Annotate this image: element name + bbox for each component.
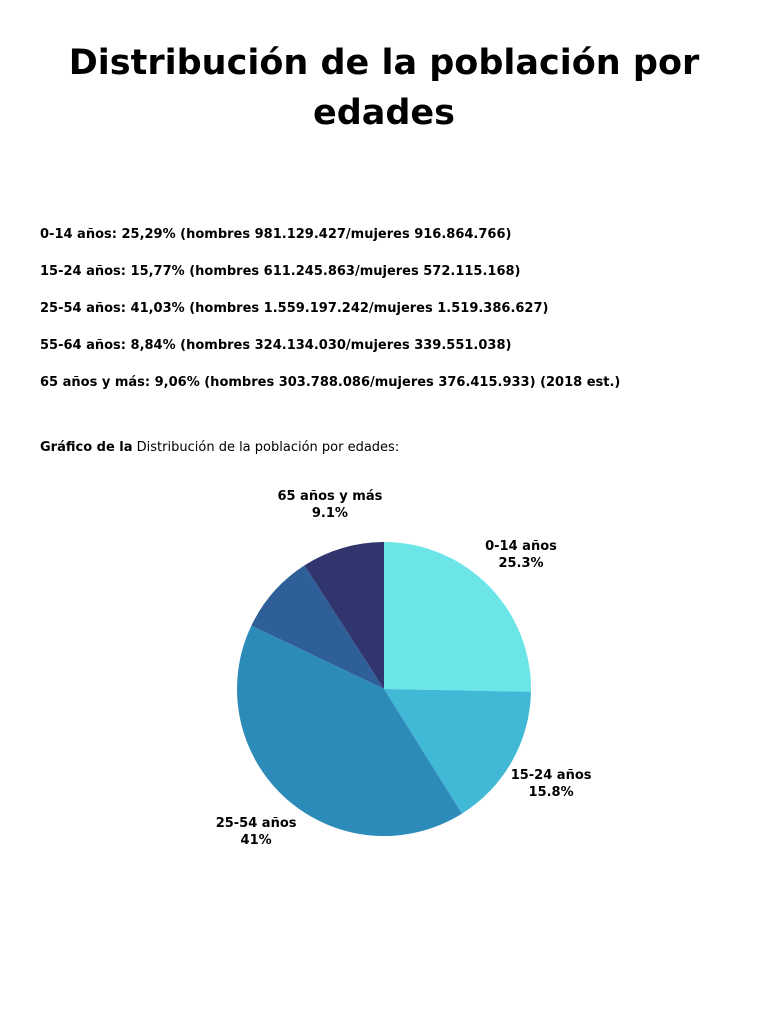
page-title: Distribución de la población por edades — [68, 43, 700, 133]
stat-line-55-64: 55-64 años: 8,84% (hombres 324.134.030/mujeres 339.551.038) — [40, 338, 512, 353]
pie-label-value: 25.3% — [498, 555, 544, 571]
stat-line-0-14: 0-14 años: 25,29% (hombres 981.129.427/mujeres 916.864.766) — [40, 227, 512, 242]
pie-label-value: 41% — [240, 833, 272, 849]
pie-label-category: 65 años y más — [277, 488, 383, 504]
stat-line-25-54: 25-54 años: 41,03% (hombres 1.559.197.242/mujeres 1.519.386.627) — [40, 301, 549, 316]
stat-line-15-24: 15-24 años: 15,77% (hombres 611.245.863/mujeres 572.115.168) — [40, 264, 521, 279]
pie-label-15-24-anos — [471, 767, 631, 801]
pie-label-0-14-anos — [441, 538, 601, 572]
pie-label-category: 0-14 años — [485, 538, 557, 554]
pie-label-category: 15-24 años — [510, 767, 592, 783]
pie-label-category: 25-54 años — [215, 816, 297, 832]
pie-label-25-54-anos — [176, 815, 336, 849]
chart-caption-text: Distribución de la población por edades: — [132, 440, 400, 455]
stat-line-65-plus: 65 años y más: 9,06% (hombres 303.788.086/mujeres 376.415.933) (2018 est.) — [40, 375, 621, 390]
pie-label-value: 15.8% — [528, 784, 574, 800]
chart-caption-bold: Gráfico de la — [40, 440, 133, 455]
pie-label-value: 9.1% — [311, 505, 348, 521]
pie-label-65-anos-y-mas — [250, 488, 410, 522]
